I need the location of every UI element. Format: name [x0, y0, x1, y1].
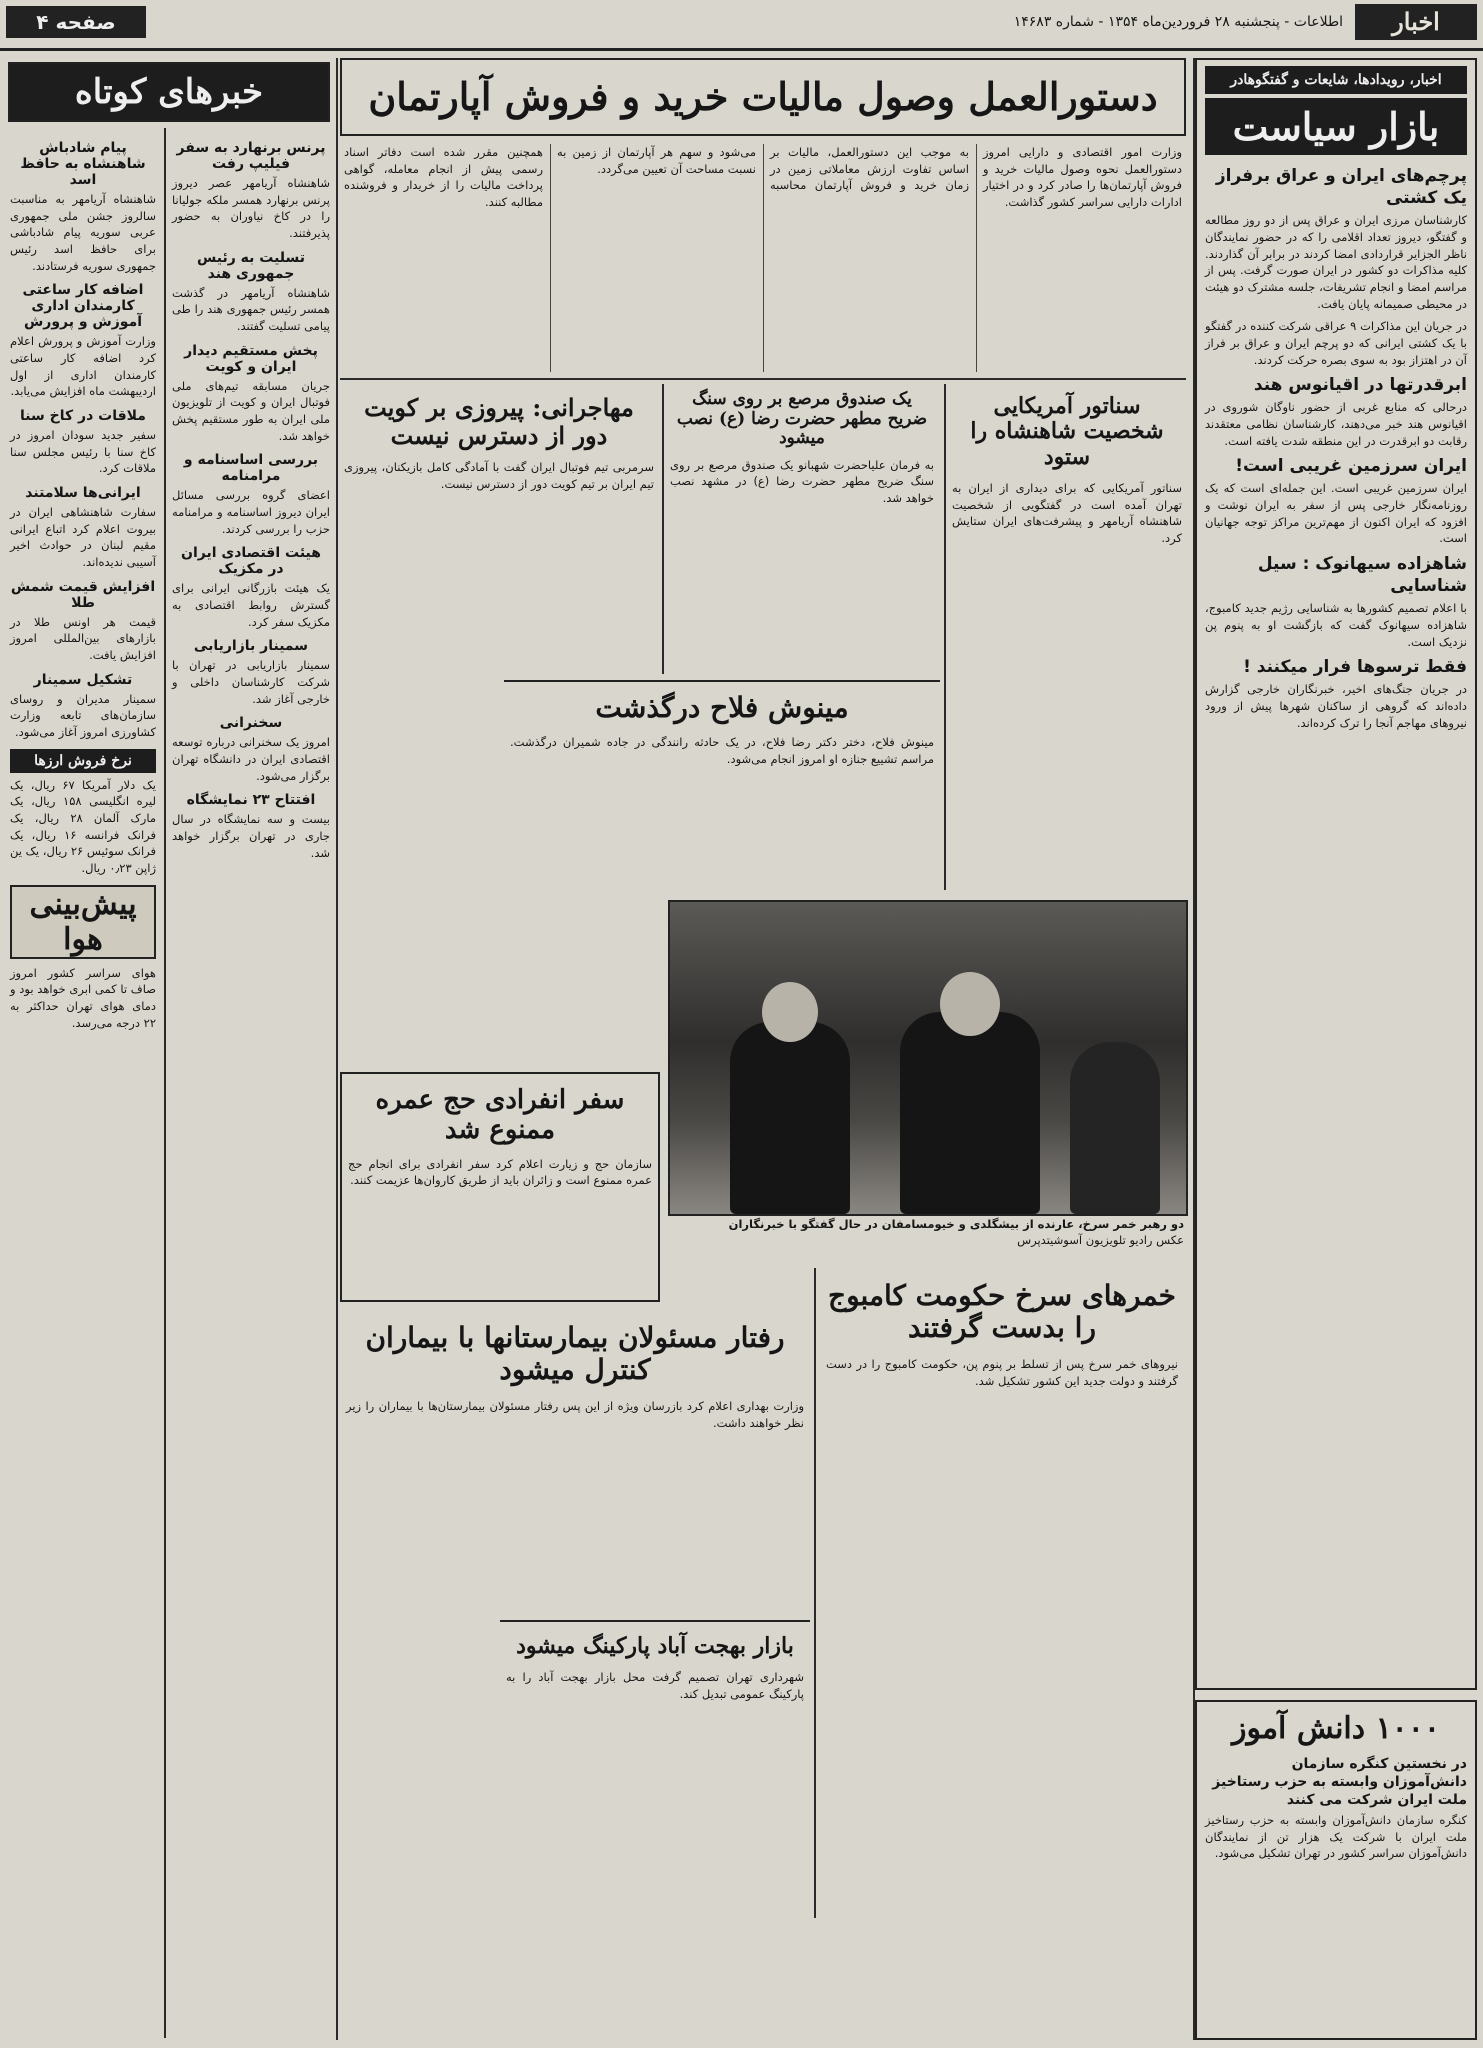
- cowards-headline: فقط ترسوها فرار میکنند !: [1243, 657, 1467, 678]
- indian-ocean-text: درحالی که منابع غربی از حضور ناوگان شوروی در اقیانوس هند خبر می‌دهند، کارشناسان نظامی معتقدند رقابت دو ابرقدرت در این منطقه شدت یافته است.: [1205, 400, 1467, 448]
- brief-text: سمینار مدیران و روسای سازمان‌های تابعه وزارت کشاورزی امروز آغاز می‌شود.: [10, 691, 156, 740]
- lead-body: [340, 142, 1186, 374]
- iran-iraq-headline: پرچم‌های ایران و عراق برفراز یک کشتی: [1215, 166, 1467, 209]
- kuwait-text: سرمربی تیم فوتبال ایران گفت با آمادگی کامل بازیکنان، پیروزی تیم ایران بر تیم کویت دور از دسترس نیست.: [344, 460, 654, 491]
- brief-title: افتتاح ۲۳ نمایشگاه: [186, 792, 316, 809]
- brief-text: اعضای گروه بررسی مسائل ایران دیروز اساسنامه و مرامنامه حزب را بررسی کردند.: [172, 488, 330, 536]
- brief-text: شاهنشاه آریامهر به مناسبت سالروز جشن ملی جمهوری عربی سوریه پیام شادباشی برای حافظ اسد رئیس جمهوری سوریه فرستادند.: [10, 192, 156, 273]
- brief-title: تسلیت به رئیس جمهوری هند: [196, 249, 306, 282]
- brief-title: سخنرانی: [219, 715, 283, 732]
- kuwait-headline: مهاجرانی: پیروزی بر کویت دور از دسترس نیست: [364, 393, 634, 450]
- photo-figure: [1070, 1042, 1160, 1214]
- photo-figure: [900, 1012, 1040, 1214]
- brief-text: قیمت هر اونس طلا در بازارهای بین‌المللی امروز افزایش یافت.: [10, 614, 156, 663]
- shrine-text: به فرمان علیاحضرت شهبانو یک صندوق مرصع بر روی سنگ ضریح مطهر حضرت رضا (ع) در مشهد نصب خواهد شد.: [670, 457, 934, 505]
- brief-text: یک هیئت بازرگانی ایرانی برای گسترش روابط اقتصادی به مکزیک سفر کرد.: [172, 581, 330, 629]
- brief-title: بررسی اساسنامه و مرامنامه: [183, 452, 319, 485]
- brief-text: بیست و سه نمایشگاه در سال جاری در تهران برگزار خواهد شد.: [172, 812, 330, 860]
- lead-headline: دستورالعمل وصول مالیات خرید و فروش آپارتمان: [368, 74, 1158, 119]
- brief-text: سمینار بازاریابی در تهران با شرکت کارشناسان داخلی و خارجی آغاز شد.: [172, 658, 330, 706]
- parking-headline: بازار بهجت آباد پارکینگ میشود: [516, 1633, 794, 1659]
- column-rule: [1193, 58, 1195, 2040]
- obituary-text: مینوش فلاح، دختر دکتر رضا فلاح، در یک حادثه رانندگی در جاده شمیران درگذشت. مراسم تشییع جنازه او امروز انجام می‌شود.: [510, 735, 934, 766]
- brief-title: هیئت اقتصادی ایران در مکزیک: [181, 545, 321, 578]
- weather-text: هوای سراسر کشور امروز صاف تا کمی ابری خواهد بود و دمای هوای تهران حداکثر به ۲۲ درجه می‌رسد.: [10, 965, 156, 1030]
- lead-headline-box: [340, 58, 1186, 136]
- hospital-headline: رفتار مسئولان بیمارستانها با بیماران کنترل میشود: [365, 1321, 785, 1387]
- brief-title: پرنس برنهارد به سفر فیلیپ رفت: [176, 140, 326, 172]
- hajj-article: [340, 1072, 660, 1302]
- students-text: کنگره سازمان دانش‌آموزان وابسته به حزب رستاخیز ملت ایران با شرکت یک هزار تن از نمایندگان دانش‌آموزان سراسر کشور در تهران تشکیل می‌شود.: [1205, 1813, 1467, 1861]
- kuwait-article: [340, 384, 658, 724]
- obituary-headline: مینوش فلاح درگذشت: [595, 691, 849, 724]
- issue-line: اطلاعات - پنجشنبه ۲۸ فروردین‌ماه ۱۳۵۴ - شماره ۱۴۶۸۳: [1013, 14, 1343, 30]
- lead-text-2: به موجب این دستورالعمل، مالیات بر اساس تفاوت ارزش معاملاتی زمین در زمان خرید و فروش آپارتمان محاسبه می‌شود و سهم هر آپارتمان از زمین به نسبت مساحت آن تعیین می‌گردد.: [557, 145, 969, 193]
- iran-iraq-text: کارشناسان مرزی ایران و عراق پس از دو روز مطالعه و گفتگو، دیروز تعداد اقلامی را که در حضور نمایندگان ناظر الجزایر قراردادی امضا کردند در برابر آن گذاردند. کلیه مذاکرات دو کشور در ایران صورت گرفت. پس از مراسم امضا و انجام تشریفات، جلسه مشترک دو هیئت در محیطی صمیمانه پایان یافت.: [1205, 213, 1467, 311]
- shrine-article: [666, 384, 938, 674]
- senator-text: سناتور آمریکایی که برای دیداری از ایران به تهران آمده است در گفتگویی از شخصیت شاهنشاه آریامهر و پیشرفت‌های ایران ستایش کرد.: [952, 480, 1182, 545]
- khmer-rouge-text: نیروهای خمر سرخ پس از تسلط بر پنوم پن، حکومت کامبوج را در دست گرفتند و دولت جدید این کشور تشکیل شد.: [826, 1357, 1178, 1389]
- sihanouk-text: با اعلام تصمیم کشورها به شناسایی رژیم جدید کامبوج، شاهزاده سیهانوک گفت که بازگشت او به پنوم پن نزدیک است.: [1205, 601, 1467, 649]
- hospital-article: [340, 1310, 810, 1610]
- brief-text: وزارت آموزش و پرورش اعلام کرد اضافه کار ساعتی کارمندان اداری از اول اردیبهشت ماه افزایش می‌یابد.: [10, 334, 156, 399]
- strange-land-text: ایران سرزمین غریبی است. این جمله‌ای است که یک روزنامه‌نگار خارجی پس از سفر به ایران نوشت و افزود که ایران اکنون از مهم‌ترین مراکز توجه جهانیان است.: [1205, 481, 1467, 546]
- senator-headline: سناتور آمریکایی شخصیت شاهنشاه را ستود: [970, 393, 1164, 470]
- lead-text-1: وزارت امور اقتصادی و دارایی امروز دستورالعمل نحوه وصول مالیات خرید و فروش آپارتمان‌ها را صادر کرد و در اختیار ادارات دارایی سراسر کشور گذاشت.: [983, 145, 1182, 210]
- sihanouk-headline: شاهزاده سیهانوک : سیل شناسایی: [1257, 554, 1467, 597]
- brief-title: پخش مستقیم دیدار ایران و کویت: [184, 342, 318, 375]
- masthead-logo: اخبار: [1355, 4, 1477, 40]
- students-subheadline: در نخستین کنگره سازمان دانش‌آموزان وابسته به حزب رستاخیز ملت ایران شرکت می کنند: [1212, 1755, 1467, 1808]
- brief-title: افزایش قیمت شمش طلا: [10, 578, 156, 611]
- photo-caption: دو رهبر خمر سرخ، عارنده از بیشگلدی و خیومسامفان در حال گفتگو با خبرنگاران: [728, 1217, 1184, 1231]
- weather-forecast-stamp: پیش‌بینی هوا: [10, 885, 156, 959]
- parking-text: شهرداری تهران تصمیم گرفت محل بازار بهجت آباد را به پارکینگ عمومی تبدیل کند.: [506, 1670, 804, 1701]
- news-photo: [668, 900, 1188, 1216]
- page-number: صفحه ۴: [6, 6, 146, 38]
- hajj-text: سازمان حج و زیارت اعلام کرد سفر انفرادی برای انجام حج عمره ممنوع است و زائران باید از طریق کاروان‌ها عزیمت کنند.: [348, 1156, 652, 1188]
- brief-title: ایرانی‌ها سلامتند: [25, 485, 141, 502]
- brief-title: پیام شادباش شاهنشاه به حافظ اسد: [20, 140, 146, 188]
- cowards-text: در جریان جنگ‌های اخیر، خبرنگاران خارجی گزارش داده‌اند که گروهی از ساکنان شهرها پیش از ورود نیروهای مهاجم آنجا را ترک کرده‌اند.: [1205, 682, 1467, 730]
- obituary-article: [504, 680, 940, 890]
- brief-title: تشکیل سمینار: [33, 671, 133, 688]
- column-rule: [662, 384, 664, 674]
- brief-text: سفارت شاهنشاهی ایران در بیروت اعلام کرد اتباع ایرانی مقیم لبنان در حوادث اخیر آسیبی ندیده‌اند.: [10, 505, 156, 570]
- indian-ocean-headline: ابرقدرتها در اقیانوس هند: [1253, 375, 1467, 396]
- khmer-rouge-headline: خمرهای سرخ حکومت کامبوج را بدست گرفتند: [828, 1279, 1176, 1345]
- brief-title: سمینار بازاریابی: [193, 638, 309, 655]
- briefs-column: [168, 128, 334, 2038]
- brief-text: امروز یک سخنرانی درباره توسعه اقتصادی ایران در دانشگاه تهران برگزار می‌شود.: [172, 735, 330, 783]
- hajj-headline: سفر انفرادی حج عمره ممنوع شد: [375, 1085, 625, 1145]
- students-headline: ۱۰۰۰ دانش آموز: [1231, 1711, 1441, 1746]
- strange-land-headline: ایران سرزمین غریبی است!: [1235, 456, 1467, 477]
- masthead: [0, 0, 1483, 51]
- photo-caption-box: [668, 1216, 1184, 1260]
- iran-iraq-text-2: در جریان این مذاکرات ۹ عراقی شرکت کننده در گفتگو با یک کشتی ایرانی که دو پرچم ایران و عراق بر فراز آن در اهتزاز بود به سوی بصره حرکت کردند.: [1205, 319, 1467, 367]
- section-rule: [340, 378, 1186, 380]
- hospital-text: وزارت بهداری اعلام کرد بازرسان ویژه از این پس رفتار مسئولان بیمارستان‌ها با بیماران را زیر نظر خواهند داشت.: [346, 1399, 804, 1431]
- shrine-headline: یک صندوق مرصع بر روی سنگ ضریح مطهر حضرت رضا (ع) نصب میشود: [676, 389, 928, 449]
- photo-head: [762, 982, 818, 1042]
- politics-market-column: [1195, 58, 1477, 1690]
- politics-banner-main: بازار سیاست: [1205, 98, 1467, 155]
- lead-text-3: همچنین مقرر شده است دفاتر اسناد رسمی پیش از انجام معامله، گواهی پرداخت مالیات را از خریدار و فروشنده مطالبه کنند.: [344, 145, 543, 210]
- parking-article: [500, 1620, 810, 1910]
- column-rule: [944, 384, 946, 890]
- photo-figure: [730, 1022, 850, 1214]
- khmer-rouge-article: [820, 1268, 1184, 1918]
- brief-text: سفیر جدید سودان امروز در کاخ سنا با رئیس مجلس سنا ملاقات کرد.: [10, 428, 156, 476]
- short-news-column: [6, 128, 160, 2038]
- exchange-rates-title: نرخ فروش ارزها: [10, 749, 156, 773]
- politics-banner-top: اخبار، رویدادها، شایعات و گفتگوهادر: [1205, 66, 1467, 94]
- brief-text: شاهنشاه آریامهر در گذشت همسر رئیس جمهوری هند را طی پیامی تسلیت گفتند.: [172, 285, 330, 334]
- senator-article: [948, 384, 1186, 890]
- students-article: [1195, 1700, 1477, 2040]
- short-news-banner-box: [8, 62, 330, 122]
- exchange-rates-text: یک دلار آمریکا ۶۷ ریال، یک لیره انگلیسی ۱۵۸ ریال، یک مارک آلمان ۲۸ ریال، یک فرانک فرانسه ۱۶ ریال، یک فرانک سوئیس ۲۶ ریال، یک ین ژاپن ۰٫۲۳ ریال.: [10, 777, 156, 876]
- photo-credit: عکس رادیو تلویزیون آسوشیتدپرس: [1017, 1233, 1184, 1248]
- column-rule: [336, 58, 338, 2040]
- photo-head: [940, 972, 1000, 1036]
- brief-title: ملاقات در کاخ سنا: [20, 408, 146, 425]
- column-rule: [164, 128, 166, 2038]
- brief-text: شاهنشاه آریامهر عصر دیروز پرنس برنهارد همسر ملکه جولیانا را در کاخ نیاوران به حضور پذیرفتند.: [172, 176, 330, 241]
- brief-text: جریان مسابقه تیم‌های ملی فوتبال ایران و کویت از تلویزیون ملی ایران به طور مستقیم پخش خواهد شد.: [172, 378, 330, 443]
- column-rule: [814, 1268, 816, 1918]
- brief-title: اضافه کار ساعتی کارمندان اداری آموزش و پرورش: [22, 282, 144, 331]
- short-news-banner: خبرهای کوتاه: [8, 62, 330, 122]
